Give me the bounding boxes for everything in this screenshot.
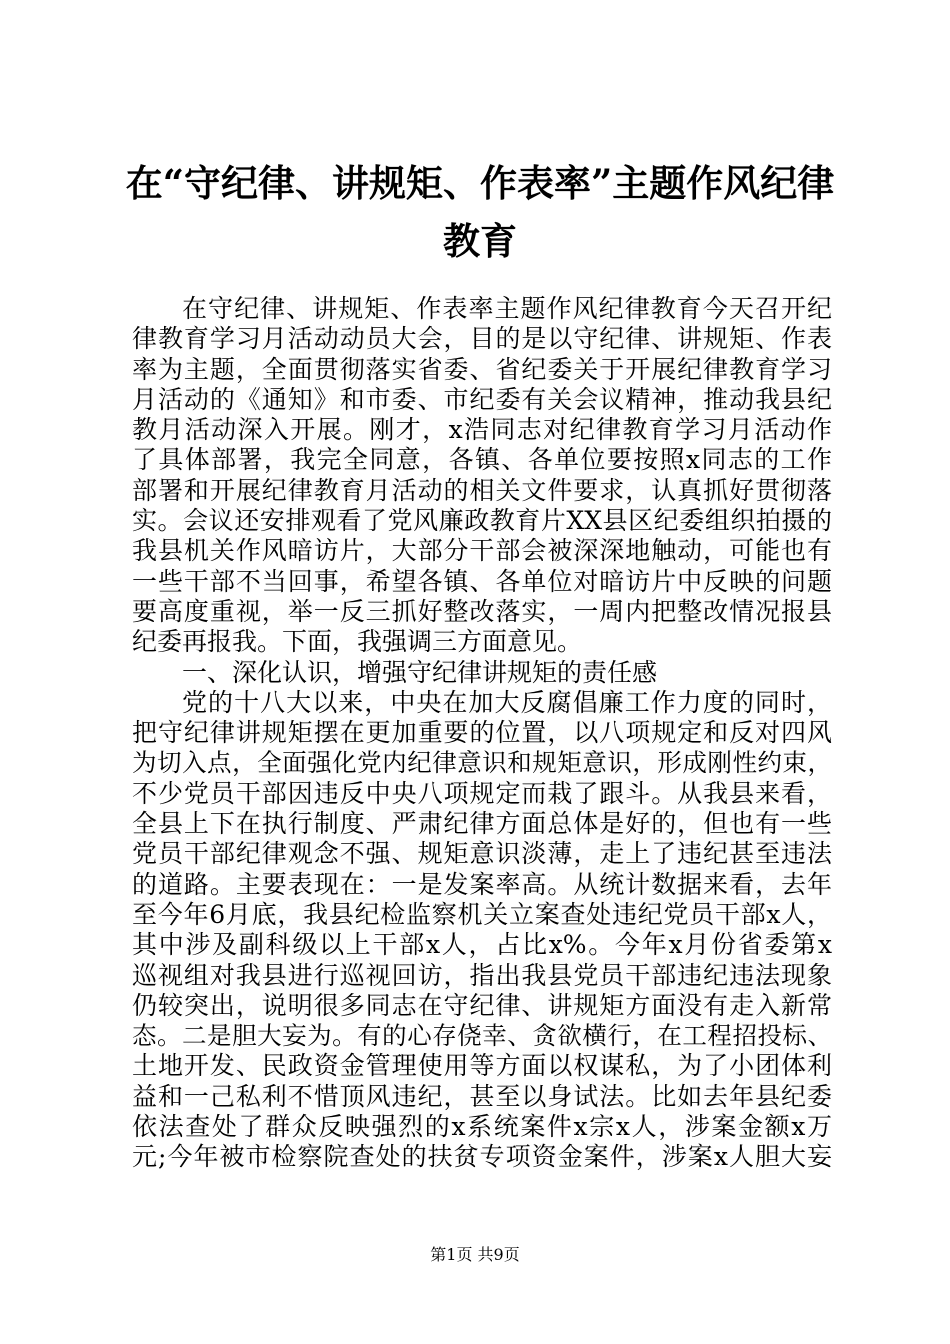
body-line: 月活动的《通知》和市委、市纪委有关会议精神，推动我县纪 (132, 384, 832, 414)
section-heading: 一、深化认识，增强守纪律讲规矩的责任感 (182, 657, 658, 687)
body-line: 元;今年被市检察院查处的扶贫专项资金案件，涉案x人胆大妄 (132, 1142, 832, 1172)
body-line: 的道路。主要表现在：一是发案率高。从统计数据来看，去年 (132, 869, 832, 899)
body-line: 把守纪律讲规矩摆在更加重要的位置，以八项规定和反对四风 (132, 718, 832, 748)
body-line: 为切入点，全面强化党内纪律意识和规矩意识，形成刚性约束， (132, 748, 832, 778)
body-line: 益和一己私利不惜顶风违纪，甚至以身试法。比如去年县纪委 (132, 1081, 832, 1111)
body-line: 在守纪律、讲规矩、作表率主题作风纪律教育今天召开纪 (182, 294, 832, 323)
body-line: 党员干部纪律观念不强、规矩意识淡薄，走上了违纪甚至违法 (132, 839, 832, 869)
body-line: 律教育学习月活动动员大会，目的是以守纪律、讲规矩、作表 (132, 324, 832, 354)
document-title-line2: 教育 (443, 219, 517, 263)
body-line: 至今年6月底，我县纪检监察机关立案查处违纪党员干部x人， (132, 899, 832, 929)
body-line: 我县机关作风暗访片，大部分干部会被深深地触动，可能也有 (132, 536, 832, 566)
body-line: 其中涉及副科级以上干部x人，占比x%。今年x月份省委第x (132, 930, 832, 960)
body-line: 教月活动深入开展。刚才，x浩同志对纪律教育学习月活动作 (132, 415, 832, 445)
document-body (132, 294, 832, 1173)
body-line: 态。二是胆大妄为。有的心存侥幸、贪欲横行，在工程招投标、 (132, 1021, 832, 1051)
body-line: 实。会议还安排观看了党风廉政教育片XX县区纪委组织拍摄的 (132, 506, 832, 536)
document-title-line1: 在“守纪律、讲规矩、作表率”主题作风纪律 (125, 161, 835, 205)
page-footer: 第1页 共9页 (430, 1245, 520, 1264)
body-line: 不少党员干部因违反中央八项规定而栽了跟斗。从我县来看， (132, 778, 832, 808)
body-line: 土地开发、民政资金管理使用等方面以权谋私，为了小团体利 (132, 1051, 832, 1081)
body-line: 要高度重视，举一反三抓好整改落实，一周内把整改情况报县 (132, 596, 832, 626)
body-line: 纪委再报我。下面，我强调三方面意见。 (132, 627, 583, 657)
body-line: 巡视组对我县进行巡视回访，指出我县党员干部违纪违法现象 (132, 960, 832, 990)
body-line: 依法查处了群众反映强烈的x系统案件x宗x人，涉案金额x万 (132, 1112, 832, 1142)
body-line: 一些干部不当回事，希望各镇、各单位对暗访片中反映的问题 (132, 566, 832, 596)
body-line: 部署和开展纪律教育月活动的相关文件要求，认真抓好贯彻落 (132, 475, 832, 505)
body-line: 党的十八大以来，中央在加大反腐倡廉工作力度的同时， (182, 687, 832, 717)
body-line: 率为主题，全面贯彻落实省委、省纪委关于开展纪律教育学习 (132, 354, 832, 384)
body-line: 仍较突出，说明很多同志在守纪律、讲规矩方面没有走入新常 (132, 990, 832, 1020)
body-line: 了具体部署，我完全同意，各镇、各单位要按照x同志的工作 (132, 445, 832, 475)
body-line: 全县上下在执行制度、严肃纪律方面总体是好的，但也有一些 (132, 809, 832, 839)
